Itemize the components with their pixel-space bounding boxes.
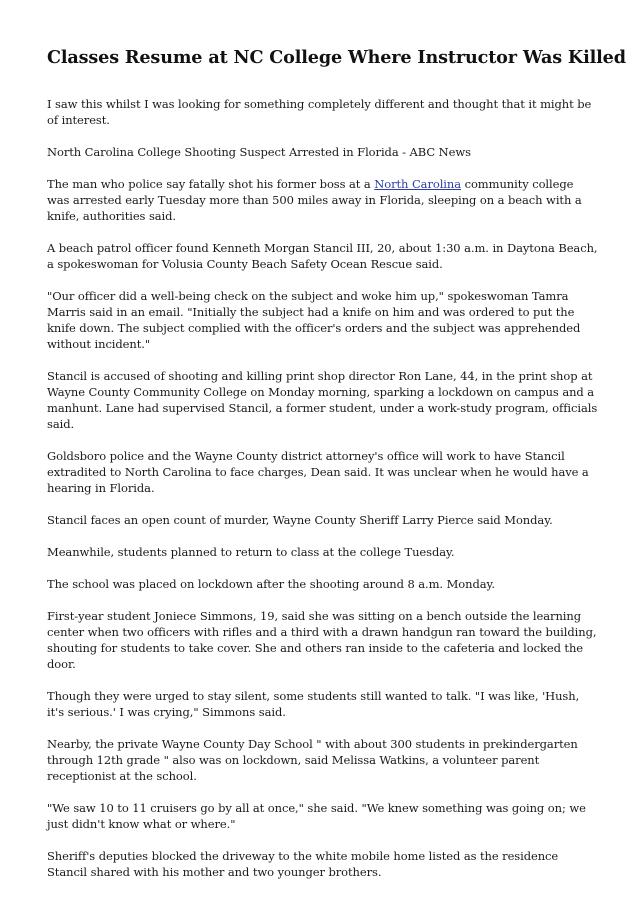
paragraph-deputies: Sheriff's deputies blocked the driveway to the white mobile home listed as the residence Stancil shared with his mother and two younger brothers.: [47, 849, 559, 879]
article-title: Classes Resume at NC College Where Instructor Was Killed: [47, 47, 626, 68]
paragraph-student-account: First-year student Joniece Simmons, 19, said she was sitting on a bench outside the learning center when two officers with rifles and a third with a drawn handgun ran toward the building, shouting for students to take cover. She and others ran inside to the cafeteria and locked the door.: [47, 609, 597, 671]
paragraph-intro: I saw this whilst I was looking for something completely different and thought that it might be of interest.: [47, 97, 592, 127]
north-carolina-link[interactable]: North Carolina: [374, 177, 462, 191]
paragraph-text-after-link: community college was arrested early Tuesday more than 500 miles away in Florida, sleeping on a beach with a knife, authorities said.: [47, 177, 582, 223]
paragraph-cruisers-quote: "We saw 10 to 11 cruisers go by all at once," she said. "We knew something was going on; we just didn't know what or where.": [47, 801, 586, 831]
paragraph-accusation: Stancil is accused of shooting and killing print shop director Ron Lane, 44, in the print shop at Wayne County Community College on Monday morning, sparking a lockdown on campus and a manhunt. Lane had supervised Stancil, a former student, under a work-study program, officials said.: [47, 369, 598, 431]
paragraph-murder-count: Stancil faces an open count of murder, Wayne County Sheriff Larry Pierce said Monday.: [47, 513, 553, 527]
paragraph-arrest: [47, 176, 599, 224]
paragraph-text-before-link: The man who police say fatally shot his former boss at a: [47, 177, 375, 191]
paragraph-return-to-class: Meanwhile, students planned to return to class at the college Tuesday.: [47, 545, 455, 559]
paragraph-students-talk: Though they were urged to stay silent, some students still wanted to talk. "I was like, 'Hush, it's serious.' I was crying," Simmons said.: [47, 689, 580, 719]
paragraph-source-headline: North Carolina College Shooting Suspect Arrested in Florida - ABC News: [47, 145, 471, 159]
document-page: [47, 46, 626, 896]
paragraph-day-school: Nearby, the private Wayne County Day School " with about 300 students in prekindergarten through 12th grade " also was on lockdown, said Melissa Watkins, a volunteer parent receptionist at the school.: [47, 737, 578, 783]
paragraph-spokeswoman-quote: "Our officer did a well-being check on the subject and woke him up," spokeswoman Tamra Marris said in an email. "Initially the subject had a knife on him and was ordered to put the knife down. The subject complied with the officer's orders and the subject was apprehended without incident.": [47, 289, 581, 351]
paragraph-lockdown: The school was placed on lockdown after the shooting around 8 a.m. Monday.: [47, 577, 495, 591]
paragraph-extradition: Goldsboro police and the Wayne County district attorney's office will work to have Stancil extradited to North Carolina to face charges, Dean said. It was unclear when he would have a hearing in Florida.: [47, 449, 589, 495]
paragraph-beach-patrol: A beach patrol officer found Kenneth Morgan Stancil III, 20, about 1:30 a.m. in Daytona Beach, a spokeswoman for Volusia County Beach Safety Ocean Rescue said.: [47, 241, 598, 271]
